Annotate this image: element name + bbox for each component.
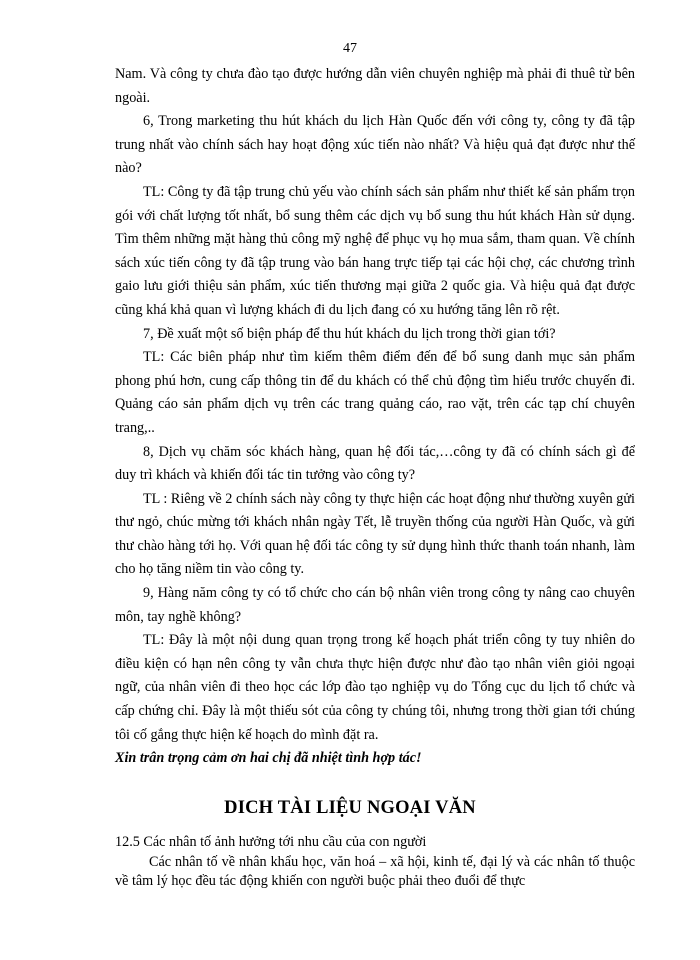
paragraph-continuation: Nam. Và công ty chưa đào tạo được hướng dẫn viên chuyên nghiệp mà phải đi thuê từ bên ngoài.: [115, 66, 635, 106]
closing-thanks: Xin trân trọng cảm ơn hai chị đã nhiệt tình hợp tác!: [115, 750, 422, 767]
question-6: 6, Trong marketing thu hút khách du lịch Hàn Quốc đến với công ty, công ty đã tập trung nhất vào chính sách hay hoạt động xúc tiến nào nhất? Và hiệu quả đạt được như thế nào?: [115, 113, 635, 177]
question-7: 7, Đề xuất một số biện pháp để thu hút khách du lịch trong thời gian tới?: [143, 325, 556, 342]
answer-6: TL: Công ty đã tập trung chủ yếu vào chính sách sản phẩm như thiết kế sản phẩm trọn gói với chất lượng tốt nhất, bổ sung thêm các dịch vụ bổ sung thu hút khách Hàn sử dụng. Tìm thêm những mặt hàng thủ công mỹ nghệ để phục vụ họ mua sắm, tham quan. Về chính sách xúc tiến công ty đã tập trung vào bán hang trực tiếp tại các hội chợ, các chương trình gaio lưu giới thiệu sản phẩm, xúc tiến thương mại giữa 2 quốc gia. Và hiệu quả đạt được cũng khá khả quan vì lượng khách đi du lịch đang có xu hướng tăng lên rõ rệt.: [115, 183, 635, 318]
translation-section: [115, 833, 635, 892]
subsection-paragraph: Các nhân tố về nhân khẩu học, văn hoá – xã hội, kinh tế, đại lý và các nhân tố thuộc về tâm lý học đều tác động khiến con người buộc phải theo đuổi để thực: [115, 853, 635, 890]
question-8: 8, Dịch vụ chăm sóc khách hàng, quan hệ đối tác,…công ty đã có chính sách gì để duy trì khách và khiến đối tác tin tưởng vào công ty?: [115, 443, 635, 484]
answer-7: TL: Các biên pháp như tìm kiếm thêm điểm đến để bổ sung danh mục sản phẩm phong phú hơn, cung cấp thông tin để du khách có thể chủ động tìm hiểu trước chuyến đi. Quảng cáo sản phẩm dịch vụ trên các trang quảng cáo, rao vặt, trên các tạp chí chuyên trang,..: [115, 349, 635, 436]
answer-8: TL : Riêng về 2 chính sách này công ty thực hiện các hoạt động như thường xuyên gửi thư ngỏ, chúc mừng tới khách nhân ngày Tết, lễ truyền thống của người Hàn Quốc, và gửi thư chào hàng tới họ. Với quan hệ đối tác công ty sử dụng hình thức thanh toán nhanh, làm cho họ tăng niềm tin vào công ty.: [115, 490, 635, 578]
page-number: 47: [343, 41, 357, 56]
section-heading: DICH TÀI LIỆU NGOẠI VĂN: [224, 798, 476, 818]
answer-9: TL: Đây là một nội dung quan trọng trong kế hoạch phát triển công ty tuy nhiên do điều kiện có hạn nên công ty vẫn chưa thực hiện được như đào tạo nhân viên giỏi ngoại ngữ, của nhân viên đi theo học các lớp đào tạo nghiệp vụ do Tổng cục du lịch tổ chức và cấp chứng chỉ. Đây là một thiếu sót của công ty chúng tôi, nhưng trong thời gian tới chúng tôi cố gắng thực hiện kế hoạch do mình đặt ra.: [115, 632, 635, 743]
question-9: 9, Hàng năm công ty có tổ chức cho cán bộ nhân viên trong công ty nâng cao chuyên môn, tay nghề không?: [115, 585, 635, 625]
interview-body: [115, 63, 635, 771]
subsection-title: 12.5 Các nhân tố ảnh hưởng tới nhu cầu của con người: [115, 834, 427, 850]
